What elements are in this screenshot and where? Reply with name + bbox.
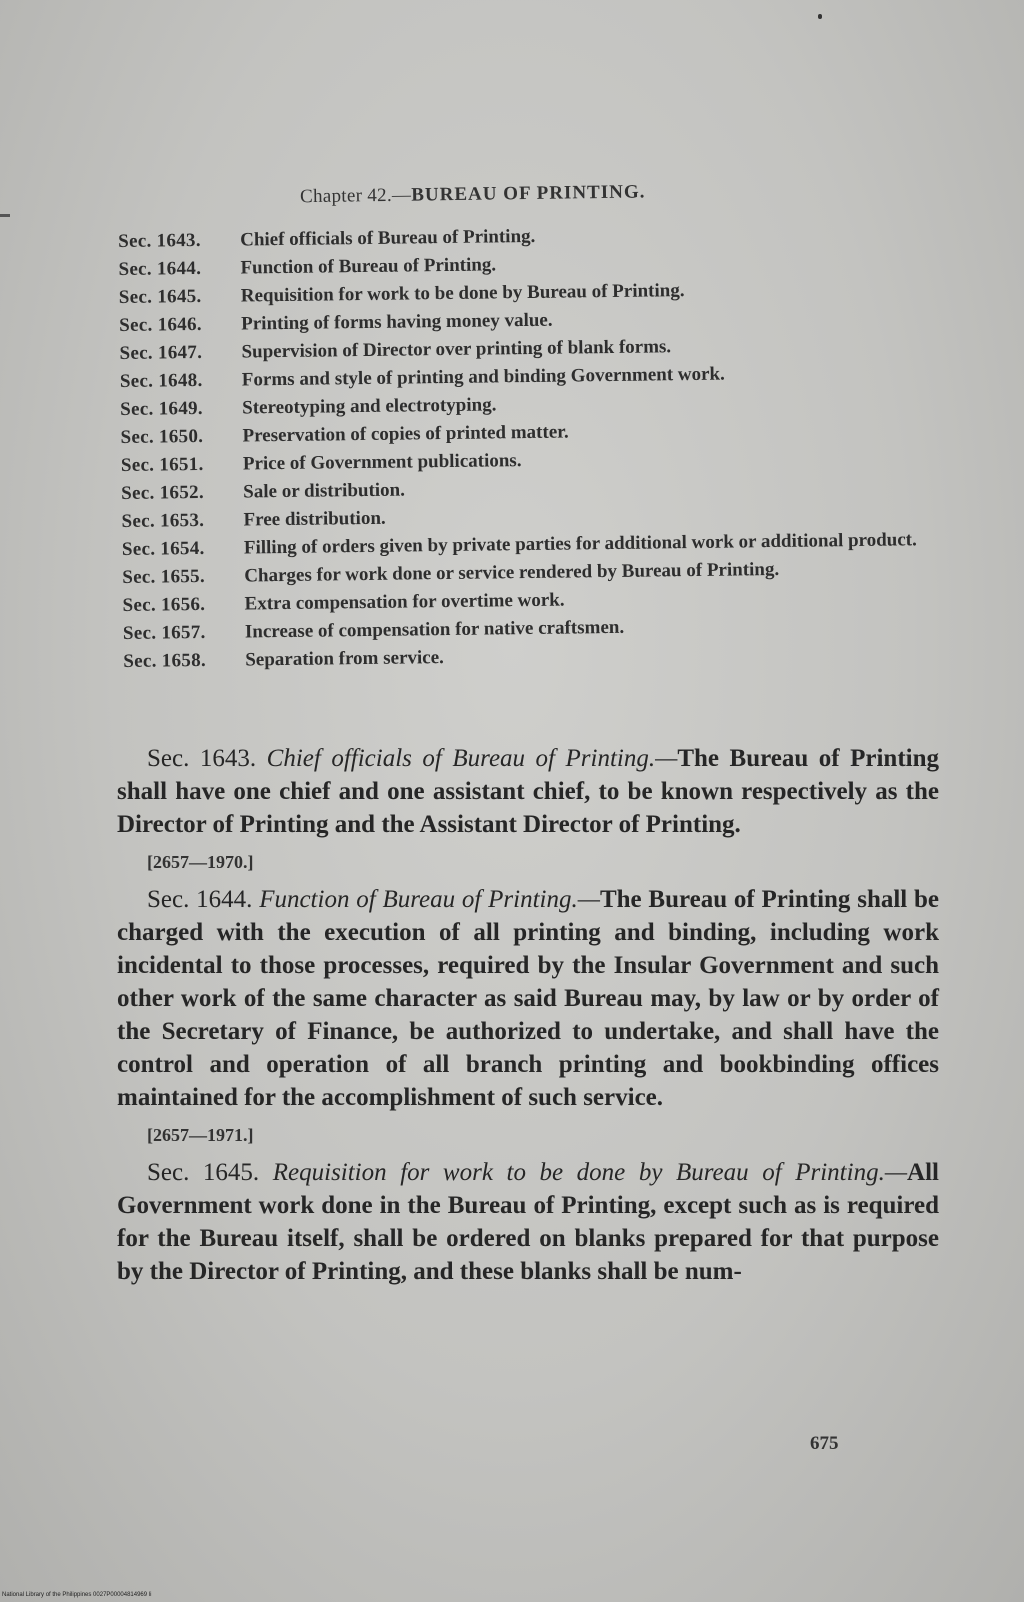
toc-section-number: Sec. 1643. <box>118 229 201 252</box>
table-of-contents <box>118 218 953 676</box>
toc-section-title: Sale or distribution. <box>243 479 406 503</box>
toc-section-number: Sec. 1657. <box>122 621 206 644</box>
toc-section-title: Chief officials of Bureau of Printing. <box>240 225 536 251</box>
chapter-heading <box>300 180 760 208</box>
toc-section-number: Sec. 1652. <box>121 481 205 504</box>
section-paragraph <box>117 883 939 1114</box>
toc-section-number: Sec. 1658. <box>123 649 207 672</box>
section-paragraph <box>117 742 939 841</box>
page-number: 675 <box>810 1433 839 1454</box>
toc-section-title: Free distribution. <box>243 507 386 531</box>
toc-section-number: Sec. 1651. <box>120 453 204 476</box>
toc-section-title: Supervision of Director over printing of blank forms. <box>241 336 672 363</box>
section-text: The Bureau of Printing shall have one chief and one assistant chief, to be known respectively as the Director of Printing and the Assistant Director of Printing. <box>117 745 940 838</box>
section-heading: Function of Bureau of Printing.— <box>259 886 600 913</box>
toc-section-title: Increase of compensation for native craftsmen. <box>244 616 625 643</box>
section-paragraph <box>117 1156 939 1288</box>
section-label: Sec. 1645. <box>147 1159 260 1186</box>
toc-section-number: Sec. 1655. <box>122 565 206 588</box>
toc-section-title: Stereotyping and electrotyping. <box>242 394 497 419</box>
ink-speck <box>818 14 822 19</box>
toc-section-number: Sec. 1645. <box>118 285 202 308</box>
toc-section-number: Sec. 1646. <box>119 313 203 336</box>
toc-section-number: Sec. 1647. <box>119 341 203 364</box>
toc-section-number: Sec. 1654. <box>121 537 205 560</box>
section-heading: Requisition for work to be done by Bureau of Printing.— <box>272 1159 908 1186</box>
toc-section-title: Filling of orders given by private parties for additional work or additional product. <box>243 529 917 559</box>
chapter-name: BUREAU OF PRINTING. <box>411 181 646 206</box>
section-text: All Government work done in the Bureau of Printing, except such as is required for the Bureau itself, shall be ordered on blanks prepared for that purpose by the Director of Printing, and these blanks shall be num- <box>117 1159 939 1285</box>
section-citation: [2657—1971.] <box>147 1125 254 1145</box>
section-label: Sec. 1643. <box>147 745 257 772</box>
toc-section-title: Printing of forms having money value. <box>241 309 553 335</box>
toc-section-number: Sec. 1650. <box>120 425 204 448</box>
section-text: The Bureau of Printing shall be charged with the execution of all printing and binding, including work incidental to those processes, required by the Insular Government and such other work of the same character as said Bureau may, by law or by order of the Secretary of Finance, be authorized to undertake, and shall have the control and operation of all branch printing and bookbinding offices maintained for the accomplishment of such service. <box>117 886 940 1111</box>
body-text <box>117 742 939 1288</box>
toc-section-number: Sec. 1653. <box>121 509 205 532</box>
toc-section-title: Extra compensation for overtime work. <box>244 589 565 615</box>
toc-section-title: Preservation of copies of printed matter. <box>242 421 569 447</box>
toc-section-title: Requisition for work to be done by Bureau of Printing. <box>240 280 685 307</box>
toc-section-title: Function of Bureau of Printing. <box>240 254 497 279</box>
toc-section-title: Forms and style of printing and binding Government work. <box>241 363 725 391</box>
toc-section-title: Charges for work done or service rendered by Bureau of Printing. <box>244 558 780 587</box>
toc-section-number: Sec. 1644. <box>118 257 202 280</box>
toc-section-number: Sec. 1656. <box>122 593 206 616</box>
section-label: Sec. 1644. <box>147 886 253 913</box>
toc-section-title: Price of Government publications. <box>242 450 522 475</box>
chapter-number: Chapter 42.— <box>299 184 412 208</box>
toc-section-number: Sec. 1648. <box>119 369 203 392</box>
scan-footer: National Library of the Philippines 0027P00004814969 li <box>2 1592 152 1598</box>
toc-section-number: Sec. 1649. <box>120 397 204 420</box>
toc-section-title: Separation from service. <box>245 647 444 671</box>
section-citation: [2657—1970.] <box>147 852 254 872</box>
section-heading: Chief officials of Bureau of Printing.— <box>266 745 678 772</box>
margin-mark <box>0 214 10 217</box>
